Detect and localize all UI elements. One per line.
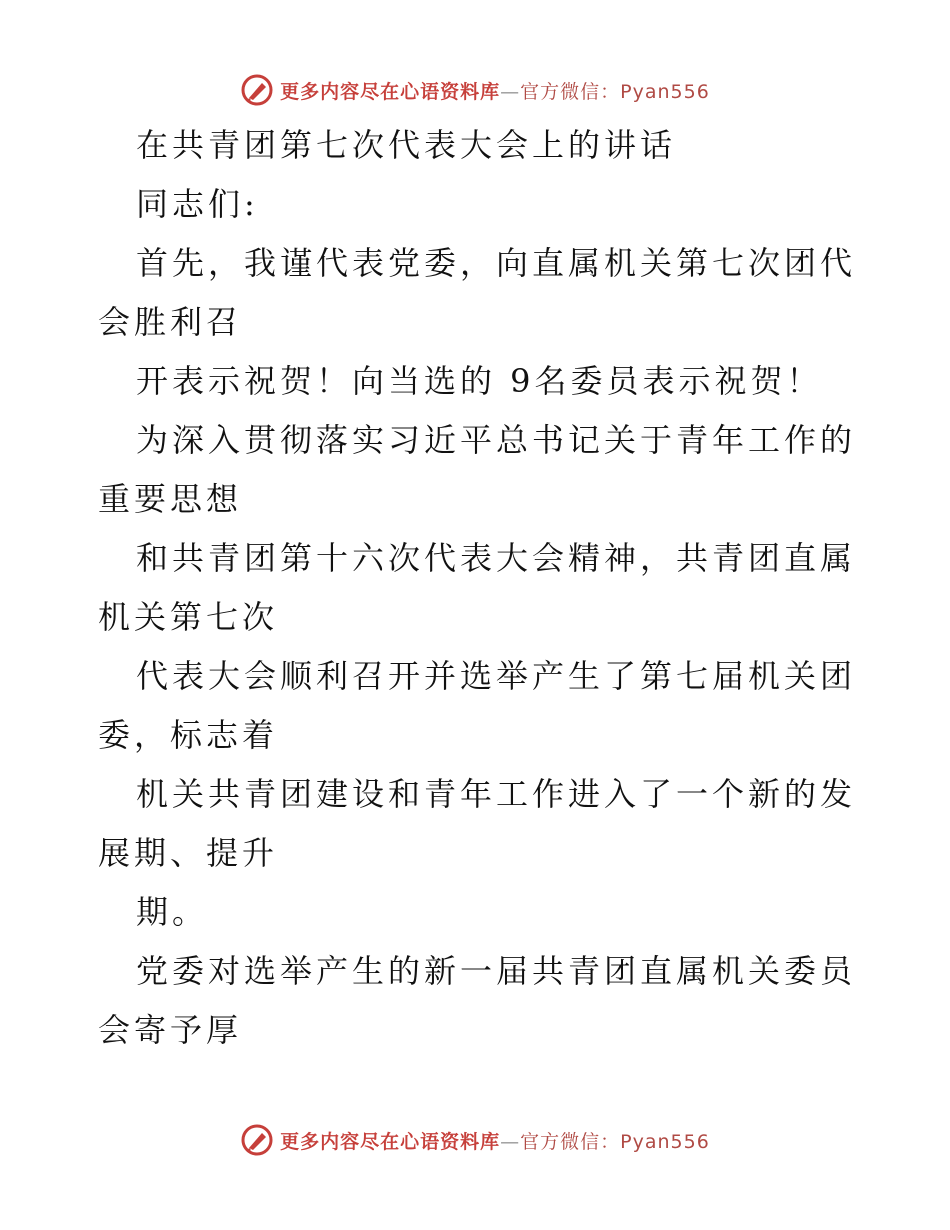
banner-separator: —: [500, 80, 521, 103]
document-body: [98, 116, 858, 1060]
salutation: 同志们:: [136, 185, 259, 223]
paragraph: 首先，我谨代表党委，向直属机关第七次团代会胜利召: [98, 244, 857, 341]
banner-text: [280, 77, 710, 104]
banner-brand: 更多内容尽在心语资料库: [280, 80, 501, 103]
paragraph: 机关共青团建设和青年工作进入了一个新的发展期、提升: [98, 775, 857, 872]
banner-separator: —: [500, 1130, 521, 1153]
document-title: 在共青团第七次代表大会上的讲话: [136, 126, 677, 164]
pen-logo-icon: [240, 1123, 274, 1157]
paragraph: 期。: [136, 893, 209, 931]
header-banner: [0, 72, 950, 108]
paragraph: 和共青团第十六次代表大会精神，共青团直属机关第七次: [98, 539, 857, 636]
banner-text: [280, 1127, 710, 1154]
banner-wechat: 官方微信：Pyan556: [520, 80, 710, 103]
banner-wechat: 官方微信：Pyan556: [520, 1130, 710, 1153]
paragraph: 代表大会顺利召开并选举产生了第七届机关团委，标志着: [98, 657, 857, 754]
paragraph: 为深入贯彻落实习近平总书记关于青年工作的重要思想: [98, 421, 857, 518]
paragraph: 党委对选举产生的新一届共青团直属机关委员会寄予厚: [98, 952, 857, 1049]
pen-logo-icon: [240, 73, 274, 107]
footer-banner: [0, 1122, 950, 1158]
paragraph: 开表示祝贺！向当选的 9名委员表示祝贺！: [136, 362, 823, 400]
banner-brand: 更多内容尽在心语资料库: [280, 1130, 501, 1153]
